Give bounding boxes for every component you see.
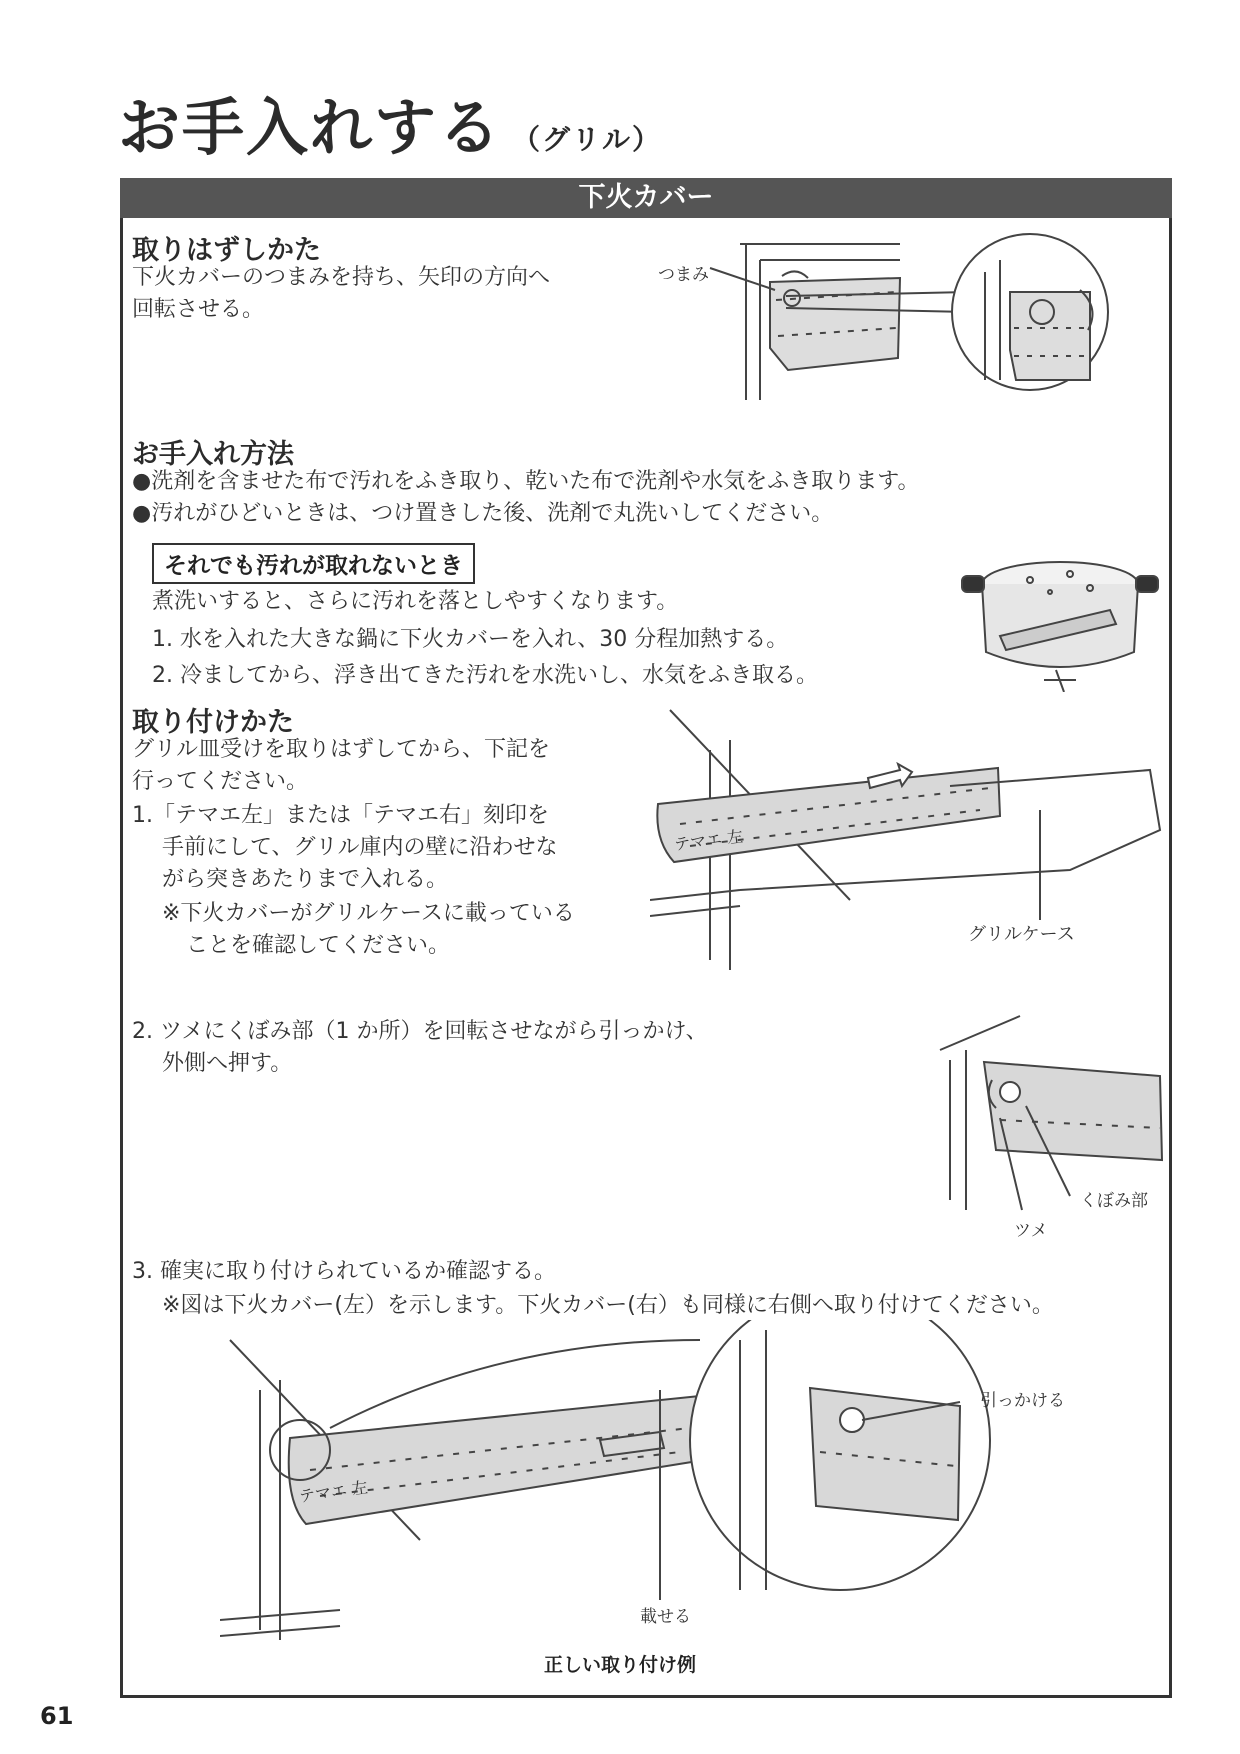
boil-step-2: 2. 冷ましてから、浮き出てきた汚れを水洗いし、水気をふき取る。 bbox=[152, 663, 818, 688]
care-bullet-1: ●洗剤を含ませた布で汚れをふき取り、乾いた布で洗剤や水気をふき取ります。 bbox=[132, 469, 920, 494]
label-place: 載せる bbox=[640, 1607, 691, 1627]
label-hook: 引っかける bbox=[980, 1391, 1065, 1411]
label-tsume: ツメ bbox=[1014, 1221, 1048, 1240]
care-heading: お手入れ方法 bbox=[132, 439, 294, 470]
step1-note-1: ※下火カバーがグリルケースに載っている bbox=[162, 901, 575, 926]
step2-line-2: 外側へ押す。 bbox=[162, 1051, 293, 1076]
step3-note: ※図は下火カバー(左）を示します。下火カバー(右）も同様に右側へ取り付けてください。 bbox=[162, 1293, 1054, 1318]
step3-line: 3. 確実に取り付けられているか確認する。 bbox=[132, 1259, 556, 1284]
engraving-1: テマエ 左 bbox=[673, 826, 745, 854]
label-kubomi: くぼみ部 bbox=[1080, 1191, 1148, 1211]
removal-figure bbox=[650, 230, 1160, 440]
page-title bbox=[118, 78, 662, 167]
pot-figure bbox=[960, 552, 1160, 692]
boil-intro: 煮洗いすると、さらに汚れを落としやすくなります。 bbox=[152, 589, 679, 614]
step1-figure bbox=[650, 700, 1170, 990]
step3-figure bbox=[220, 1320, 1120, 1650]
removal-line-1: 下火カバーのつまみを持ち、矢印の方向へ bbox=[132, 265, 551, 290]
care-bullet-2: ●汚れがひどいときは、つけ置きした後、洗剤で丸洗いしてください。 bbox=[132, 501, 834, 526]
label-grill-case: グリルケース bbox=[968, 924, 1075, 945]
step1-line-2: 手前にして、グリル庫内の壁に沿わせな bbox=[162, 835, 558, 860]
section-banner: 下火カバー bbox=[120, 178, 1172, 218]
step1-note-2: ことを確認してください。 bbox=[186, 933, 451, 958]
step2-line-1: 2. ツメにくぼみ部（1 か所）を回転させながら引っかけ、 bbox=[132, 1019, 708, 1044]
boxed-heading: それでも汚れが取れないとき bbox=[152, 543, 475, 584]
title-main: お手入れする bbox=[118, 91, 503, 164]
removal-heading: 取りはずしかた bbox=[132, 235, 321, 266]
step2-figure bbox=[930, 1010, 1170, 1240]
figure-caption: 正しい取り付け例 bbox=[543, 1654, 696, 1676]
step1-line-1: 1.「テマエ左」または「テマエ右」刻印を bbox=[132, 803, 549, 828]
install-intro-2: 行ってください。 bbox=[132, 769, 309, 794]
install-heading: 取り付けかた bbox=[132, 707, 294, 738]
title-sub: （グリル） bbox=[512, 123, 663, 156]
engraving-2: テマエ 左 bbox=[297, 1477, 369, 1506]
page-number: 61 bbox=[40, 1702, 74, 1730]
removal-line-2: 回転させる。 bbox=[132, 297, 265, 322]
install-intro-1: グリル皿受けを取りはずしてから、下記を bbox=[132, 737, 551, 762]
label-knob: つまみ bbox=[658, 265, 709, 285]
step1-line-3: がら突きあたりまで入れる。 bbox=[162, 867, 449, 892]
boil-step-1: 1. 水を入れた大きな鍋に下火カバーを入れ、30 分程加熱する。 bbox=[152, 627, 789, 652]
